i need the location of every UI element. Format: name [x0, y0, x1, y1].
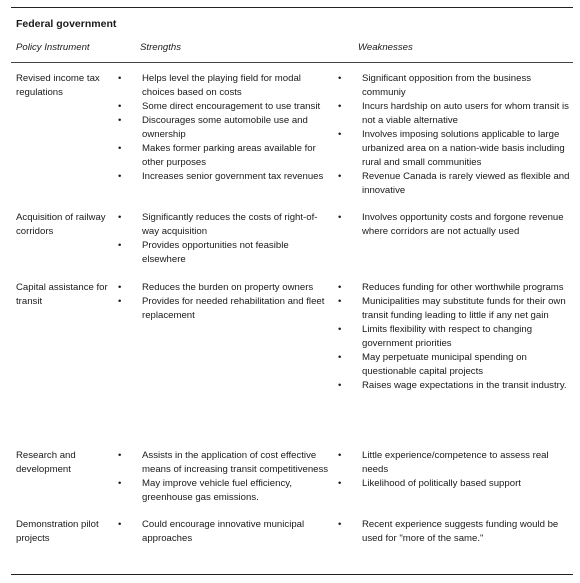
- strengths-list: [118, 72, 332, 184]
- bullet-icon: •: [338, 450, 342, 461]
- weakness-item: [338, 128, 570, 170]
- policy-instrument-cell: Capital assistance for transit: [16, 282, 108, 307]
- strength-item-text: Could encourage innovative municipal approaches: [142, 519, 305, 544]
- bullet-icon: •: [338, 296, 342, 307]
- strength-item: [118, 477, 332, 505]
- bullet-icon: •: [338, 129, 342, 140]
- table-bottom-rule: [11, 574, 573, 575]
- bullet-icon: •: [338, 519, 342, 530]
- weakness-item-text: Municipalities may substitute funds for their own transit funding leading to little if any net gain: [362, 296, 566, 321]
- bullet-icon: •: [118, 519, 122, 530]
- bullet-icon: •: [338, 101, 342, 112]
- header-strengths: Strengths: [140, 42, 182, 53]
- strengths-list: [118, 211, 332, 267]
- strength-item: [118, 142, 332, 170]
- strengths-list: [118, 281, 332, 323]
- policy-instrument-cell: Demonstration pilot projects: [16, 519, 99, 544]
- weakness-item: [338, 281, 570, 295]
- policy-instrument-cell: Acquisition of railway corridors: [16, 212, 106, 237]
- weakness-item-text: Little experience/competence to assess real needs: [362, 450, 549, 475]
- strength-item: [118, 281, 332, 295]
- bullet-icon: •: [118, 282, 122, 293]
- bullet-icon: •: [338, 478, 342, 489]
- weaknesses-list: [338, 518, 570, 546]
- weakness-item-text: Revenue Canada is rarely viewed as flexible and innovative: [362, 171, 570, 196]
- weakness-item-text: Likelihood of politically based support: [362, 478, 521, 489]
- bullet-icon: •: [338, 380, 342, 391]
- bullet-icon: •: [338, 282, 342, 293]
- bullet-icon: •: [118, 478, 122, 489]
- strength-item-text: Provides opportunities not feasible elsewhere: [142, 240, 289, 265]
- weakness-item: [338, 323, 570, 351]
- strength-item: [118, 170, 332, 184]
- bullet-icon: •: [118, 73, 122, 84]
- strength-item-text: Increases senior government tax revenues: [142, 171, 324, 182]
- weaknesses-list: [338, 211, 570, 239]
- strength-item: [118, 239, 332, 267]
- strength-item: [118, 114, 332, 142]
- policy-instrument-cell: Research and development: [16, 450, 76, 475]
- bullet-icon: •: [118, 115, 122, 126]
- bullet-icon: •: [338, 324, 342, 335]
- strength-item: [118, 518, 332, 546]
- bullet-icon: •: [118, 240, 122, 251]
- weakness-item: [338, 211, 570, 239]
- strength-item: [118, 295, 332, 323]
- bullet-icon: •: [118, 212, 122, 223]
- weakness-item: [338, 518, 570, 546]
- strengths-list: [118, 449, 332, 505]
- table-top-rule: [11, 7, 573, 8]
- weakness-item: [338, 295, 570, 323]
- weakness-item-text: Raises wage expectations in the transit industry.: [362, 380, 567, 391]
- header-policy-instrument: Policy Instrument: [16, 42, 90, 53]
- strength-item-text: Helps level the playing field for modal choices based on costs: [142, 73, 301, 98]
- strength-item: [118, 100, 332, 114]
- strengths-list: [118, 518, 332, 546]
- bullet-icon: •: [338, 171, 342, 182]
- header-rule: [11, 62, 573, 63]
- bullet-icon: •: [118, 450, 122, 461]
- header-weaknesses: Weaknesses: [358, 42, 413, 53]
- bullet-icon: •: [118, 296, 122, 307]
- strength-item-text: Significantly reduces the costs of right-of-way acquisition: [142, 212, 318, 237]
- strength-item-text: Provides for needed rehabilitation and fleet replacement: [142, 296, 325, 321]
- weaknesses-list: [338, 449, 570, 491]
- section-title: Federal government: [16, 18, 117, 30]
- policy-instrument-cell: Revised income tax regulations: [16, 73, 100, 98]
- strength-item: [118, 449, 332, 477]
- weakness-item: [338, 100, 570, 128]
- weakness-item: [338, 170, 570, 198]
- bullet-icon: •: [338, 352, 342, 363]
- weakness-item: [338, 351, 570, 379]
- weakness-item-text: Reduces funding for other worthwhile programs: [362, 282, 564, 293]
- strength-item-text: May improve vehicle fuel efficiency, greenhouse gas emissions.: [142, 478, 293, 503]
- strength-item-text: Discourages some automobile use and ownership: [142, 115, 308, 140]
- weakness-item-text: May perpetuate municipal spending on questionable capital projects: [362, 352, 527, 377]
- weakness-item-text: Significant opposition from the business communiy: [362, 73, 532, 98]
- weakness-item-text: Recent experience suggests funding would be used for "more of the same.": [362, 519, 559, 544]
- strength-item-text: Reduces the burden on property owners: [142, 282, 314, 293]
- weakness-item-text: Involves imposing solutions applicable to large urbanized area on a nation-wide basis including rural and small communities: [362, 129, 565, 168]
- weakness-item: [338, 449, 570, 477]
- weaknesses-list: [338, 281, 570, 393]
- weakness-item: [338, 477, 570, 491]
- weakness-item: [338, 72, 570, 100]
- bullet-icon: •: [118, 101, 122, 112]
- strength-item: [118, 211, 332, 239]
- strength-item-text: Makes former parking areas available for other purposes: [142, 143, 316, 168]
- weakness-item-text: Incurs hardship on auto users for whom transit is not a viable alternative: [362, 101, 569, 126]
- strength-item-text: Assists in the application of cost effective means of increasing transit competitiveness: [142, 450, 329, 475]
- strength-item: [118, 72, 332, 100]
- bullet-icon: •: [118, 143, 122, 154]
- weaknesses-list: [338, 72, 570, 198]
- bullet-icon: •: [338, 73, 342, 84]
- strength-item-text: Some direct encouragement to use transit: [142, 101, 321, 112]
- weakness-item: [338, 379, 570, 393]
- bullet-icon: •: [338, 212, 342, 223]
- bullet-icon: •: [118, 171, 122, 182]
- weakness-item-text: Involves opportunity costs and forgone revenue where corridors are not actually used: [362, 212, 564, 237]
- weakness-item-text: Limits flexibility with respect to changing government priorities: [362, 324, 533, 349]
